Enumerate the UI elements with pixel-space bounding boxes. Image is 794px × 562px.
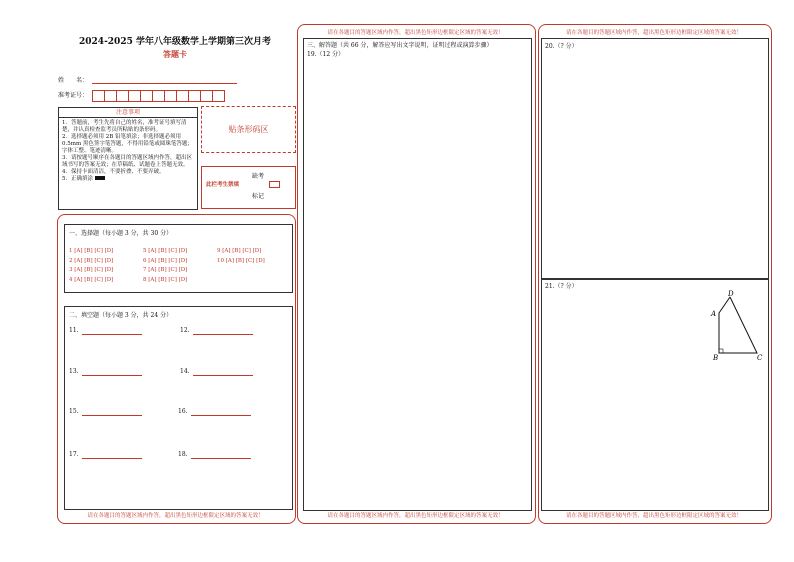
name-label: 姓 名： xyxy=(58,77,89,84)
q15-answer[interactable] xyxy=(82,415,142,416)
exam-id-label: 准考证号： xyxy=(58,92,89,99)
exam-title: 2024-2025 学年八年级数学上学期第三次月考 xyxy=(79,37,271,47)
q17-answer[interactable] xyxy=(82,458,142,459)
notice-item: 5．正确填涂 xyxy=(62,176,194,183)
choice-section-title: 一、选择题（每小题 3 分，共 30 分） xyxy=(69,230,173,237)
q19-label: 19.（12 分） xyxy=(307,51,345,58)
exam-id-boxes[interactable] xyxy=(92,87,224,106)
q17-label: 17. xyxy=(69,451,79,458)
warning-middle-bottom: 请在各题目的答题区域内作答，超出黑色矩形边框限定区域的答案无效！ xyxy=(327,513,504,519)
notice-box xyxy=(58,107,198,210)
filled-sample-icon xyxy=(95,176,105,180)
q13-answer[interactable] xyxy=(82,375,142,376)
q19-answer-area[interactable] xyxy=(303,38,532,511)
notice-title: 注意事项 xyxy=(59,108,197,118)
vertex-label-b: B xyxy=(713,354,719,362)
q11-label: 11. xyxy=(69,327,79,334)
q20-answer-area[interactable] xyxy=(541,38,769,280)
warning-left: 请在各题目的答题区域内作答，超出黑色矩形边框限定区域的答案无效！ xyxy=(87,513,264,519)
absent-checkbox[interactable] xyxy=(269,181,280,188)
q14-answer[interactable] xyxy=(193,375,253,376)
q16-label: 16. xyxy=(178,408,188,415)
q12-label: 12. xyxy=(180,327,190,334)
answer-sheet-label: 答题卡 xyxy=(163,49,187,59)
warning-right-bottom: 请在各题目的答题区域内作答，超出黑色矩形边框限定区域的答案无效！ xyxy=(565,513,742,519)
notice-item: 3．请按题号顺序在各题目的答题区域内作答，超出区域书写的答案无效；在草稿纸、试题卷上答题无效。 xyxy=(62,155,193,168)
notice-item: 1．答题前，考生先将自己的姓名，准考证号填写清楚，并认真检查监考员所粘贴的条形码。 xyxy=(62,120,187,133)
fill-section-title: 二、填空题（每小题 3 分，共 24 分） xyxy=(69,312,173,319)
section3-title: 三、解答题（共 66 分，解答应写出文字说明，证明过程或演算步骤） xyxy=(307,42,493,49)
q11-answer[interactable] xyxy=(82,334,142,335)
vertex-label-d: D xyxy=(728,290,734,298)
quadrilateral-figure xyxy=(705,288,770,363)
q12-answer[interactable] xyxy=(193,334,253,335)
warning-right-top: 请在各题目的答题区域内作答，超出黑色矩形边框限定区域的答案无效！ xyxy=(565,30,742,36)
notice-item: 2．选择题必须用 2B 铅笔填涂；非选择题必须用 0.5mm 黑色签字笔答题，不得用铅笔或圆珠笔答题；字体工整、笔迹清晰。 xyxy=(62,134,193,154)
q16-answer[interactable] xyxy=(191,415,251,416)
vertex-label-a: A xyxy=(711,310,717,318)
q18-answer[interactable] xyxy=(191,458,251,459)
barcode-area: 贴条形码区 xyxy=(201,106,296,153)
choice-column-2[interactable]: 5 [A] [B] [C] [D] 6 [A] [B] [C] [D] 7 [A] [B] [C] [D] 8 [A] [B] [C] [D] xyxy=(143,248,188,283)
q15-label: 15. xyxy=(69,408,79,415)
warning-middle-top: 请在各题目的答题区域内作答，超出黑色矩形边框限定区域的答案无效！ xyxy=(327,30,504,36)
choice-column-1[interactable]: 1 [A] [B] [C] [D] 2 [A] [B] [C] [D] 3 [A] [B] [C] [D] 4 [A] [B] [C] [D] xyxy=(69,248,114,283)
q14-label: 14. xyxy=(180,368,190,375)
choice-column-3[interactable]: 9 [A] [B] [C] [D] 10 [A] [B] [C] [D] xyxy=(217,248,265,264)
q20-label: 20.（? 分） xyxy=(545,43,578,50)
q13-label: 13. xyxy=(69,368,79,375)
notice-item: 4．保持卡面清洁，不要折叠、不要弄破。 xyxy=(62,169,165,175)
q18-label: 18. xyxy=(178,451,188,458)
q21-label: 21.（? 分） xyxy=(545,283,578,290)
name-field[interactable] xyxy=(92,83,237,84)
vertex-label-c: C xyxy=(757,354,763,362)
absent-mark-box: 缺考 此栏考生禁填 标记 xyxy=(201,166,296,209)
